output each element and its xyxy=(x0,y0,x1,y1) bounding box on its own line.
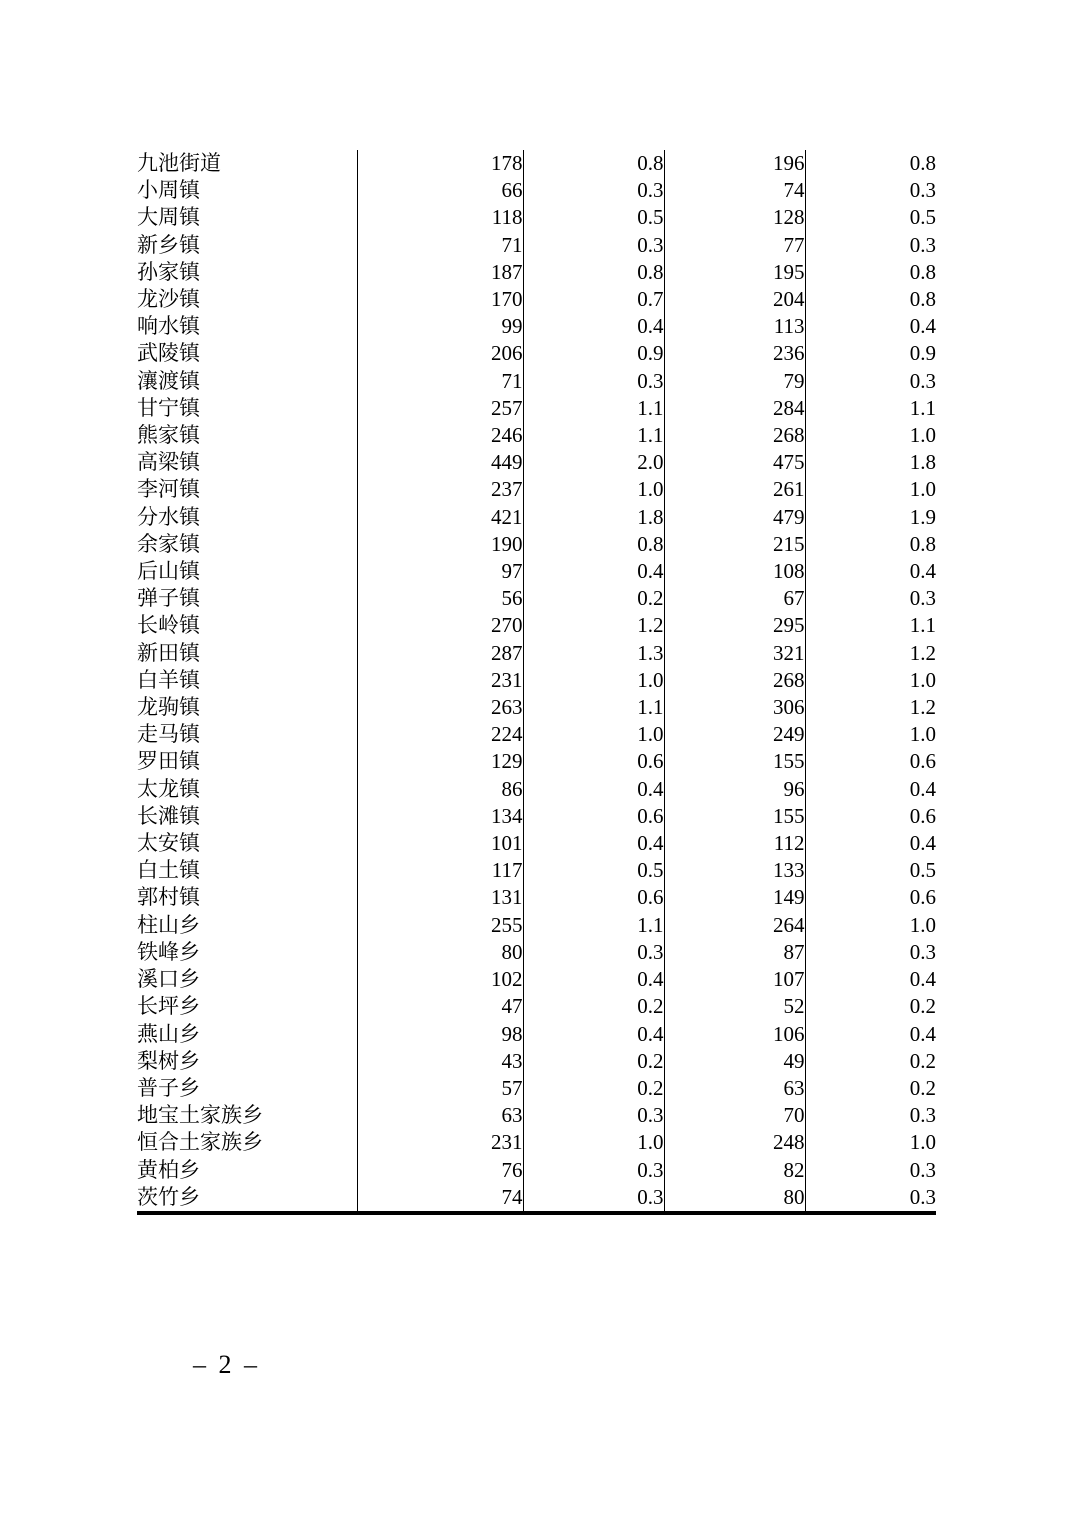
percent-value-1: 0.4 xyxy=(523,1021,664,1048)
percent-value-1: 0.2 xyxy=(523,585,664,612)
count-value-2: 106 xyxy=(664,1021,805,1048)
percent-value-1: 0.8 xyxy=(523,531,664,558)
table-row xyxy=(137,531,936,558)
count-value-1: 118 xyxy=(357,204,523,231)
percent-value-2: 0.5 xyxy=(909,858,936,883)
percent-value-2: 0.9 xyxy=(909,341,936,366)
region-name: 大周镇 xyxy=(137,204,357,231)
table-row xyxy=(137,150,936,177)
count-value-2: 155 xyxy=(664,803,805,830)
count-value-2: 261 xyxy=(664,476,805,503)
table-row xyxy=(137,803,936,830)
table-row xyxy=(137,476,936,503)
percent-value-2: 0.4 xyxy=(909,967,936,992)
count-value-2: 155 xyxy=(664,748,805,775)
percent-value-2: 0.8 xyxy=(909,259,936,284)
table-row xyxy=(137,1157,936,1184)
percent-value-2: 1.1 xyxy=(909,613,936,638)
count-value-1: 47 xyxy=(357,993,523,1020)
region-name: 新田镇 xyxy=(137,640,357,667)
count-value-2: 80 xyxy=(664,1184,805,1213)
count-value-2: 113 xyxy=(664,313,805,340)
table-row xyxy=(137,177,936,204)
count-value-1: 134 xyxy=(357,803,523,830)
region-name: 龙沙镇 xyxy=(137,286,357,313)
region-name: 柱山乡 xyxy=(137,912,357,939)
count-value-1: 246 xyxy=(357,422,523,449)
count-value-1: 99 xyxy=(357,313,523,340)
table-row xyxy=(137,286,936,313)
count-value-1: 190 xyxy=(357,531,523,558)
percent-value-1: 1.0 xyxy=(523,1129,664,1156)
percent-value-1: 0.2 xyxy=(523,1048,664,1075)
percent-value-1: 0.5 xyxy=(523,857,664,884)
count-value-2: 107 xyxy=(664,966,805,993)
percent-value-1: 0.8 xyxy=(523,259,664,286)
region-name: 长坪乡 xyxy=(137,993,357,1020)
count-value-2: 295 xyxy=(664,612,805,639)
count-value-1: 131 xyxy=(357,884,523,911)
region-name: 熊家镇 xyxy=(137,422,357,449)
count-value-1: 57 xyxy=(357,1075,523,1102)
table-row xyxy=(137,640,936,667)
percent-value-2: 0.6 xyxy=(909,749,936,774)
region-name: 九池街道 xyxy=(137,150,357,177)
region-name: 郭村镇 xyxy=(137,884,357,911)
count-value-1: 178 xyxy=(357,150,523,177)
table-row xyxy=(137,966,936,993)
percent-value-2: 0.3 xyxy=(909,1103,936,1128)
count-value-2: 196 xyxy=(664,150,805,177)
count-value-1: 255 xyxy=(357,912,523,939)
count-value-2: 108 xyxy=(664,558,805,585)
table-row xyxy=(137,857,936,884)
count-value-2: 52 xyxy=(664,993,805,1020)
count-value-2: 479 xyxy=(664,504,805,531)
count-value-2: 112 xyxy=(664,830,805,857)
percent-value-1: 0.6 xyxy=(523,884,664,911)
region-name: 茨竹乡 xyxy=(137,1184,357,1213)
percent-value-1: 1.2 xyxy=(523,612,664,639)
percent-value-1: 0.3 xyxy=(523,177,664,204)
percent-value-1: 0.6 xyxy=(523,748,664,775)
percent-value-1: 0.6 xyxy=(523,803,664,830)
count-value-2: 74 xyxy=(664,177,805,204)
percent-value-1: 0.3 xyxy=(523,1157,664,1184)
percent-value-1: 0.4 xyxy=(523,830,664,857)
table-row xyxy=(137,993,936,1020)
count-value-2: 268 xyxy=(664,422,805,449)
count-value-1: 237 xyxy=(357,476,523,503)
percent-value-1: 1.0 xyxy=(523,667,664,694)
region-name: 武陵镇 xyxy=(137,340,357,367)
table-row xyxy=(137,449,936,476)
percent-value-1: 1.1 xyxy=(523,395,664,422)
region-name: 走马镇 xyxy=(137,721,357,748)
count-value-1: 187 xyxy=(357,259,523,286)
statistics-table-body xyxy=(137,150,936,1213)
region-name: 普子乡 xyxy=(137,1075,357,1102)
percent-value-2: 1.2 xyxy=(909,695,936,720)
table-row xyxy=(137,204,936,231)
percent-value-2: 1.1 xyxy=(909,395,936,420)
count-value-1: 102 xyxy=(357,966,523,993)
table-row xyxy=(137,1075,936,1102)
count-value-2: 133 xyxy=(664,857,805,884)
count-value-2: 249 xyxy=(664,721,805,748)
percent-value-1: 0.3 xyxy=(523,368,664,395)
region-name: 长岭镇 xyxy=(137,612,357,639)
percent-value-2: 0.6 xyxy=(909,803,936,828)
percent-value-1: 0.4 xyxy=(523,313,664,340)
table-row xyxy=(137,340,936,367)
percent-value-1: 0.8 xyxy=(523,150,664,177)
table-row xyxy=(137,694,936,721)
percent-value-1: 0.3 xyxy=(523,232,664,259)
count-value-2: 49 xyxy=(664,1048,805,1075)
region-name: 新乡镇 xyxy=(137,232,357,259)
percent-value-1: 0.4 xyxy=(523,966,664,993)
percent-value-2: 0.4 xyxy=(909,1021,936,1046)
percent-value-1: 1.1 xyxy=(523,694,664,721)
count-value-1: 86 xyxy=(357,776,523,803)
table-row xyxy=(137,368,936,395)
region-name: 后山镇 xyxy=(137,558,357,585)
region-name: 恒合土家族乡 xyxy=(137,1129,357,1156)
count-value-1: 66 xyxy=(357,177,523,204)
table-row xyxy=(137,884,936,911)
percent-value-1: 0.5 xyxy=(523,204,664,231)
count-value-2: 70 xyxy=(664,1102,805,1129)
region-name: 孙家镇 xyxy=(137,259,357,286)
table-row xyxy=(137,313,936,340)
count-value-2: 149 xyxy=(664,884,805,911)
table-row xyxy=(137,1048,936,1075)
percent-value-2: 0.8 xyxy=(909,531,936,556)
count-value-1: 101 xyxy=(357,830,523,857)
count-value-1: 129 xyxy=(357,748,523,775)
table-row xyxy=(137,748,936,775)
count-value-1: 170 xyxy=(357,286,523,313)
count-value-1: 231 xyxy=(357,1129,523,1156)
percent-value-1: 0.4 xyxy=(523,558,664,585)
table-row xyxy=(137,259,936,286)
region-name: 太安镇 xyxy=(137,830,357,857)
region-name: 太龙镇 xyxy=(137,776,357,803)
region-name: 响水镇 xyxy=(137,313,357,340)
table-row xyxy=(137,1184,936,1213)
percent-value-2: 1.0 xyxy=(909,722,936,747)
count-value-1: 421 xyxy=(357,504,523,531)
region-name: 高梁镇 xyxy=(137,449,357,476)
percent-value-2: 0.3 xyxy=(909,178,936,203)
count-value-1: 63 xyxy=(357,1102,523,1129)
count-value-2: 236 xyxy=(664,340,805,367)
percent-value-2: 1.0 xyxy=(909,423,936,448)
count-value-1: 74 xyxy=(357,1184,523,1213)
count-value-2: 87 xyxy=(664,939,805,966)
percent-value-2: 0.2 xyxy=(909,1048,936,1073)
percent-value-1: 1.3 xyxy=(523,640,664,667)
count-value-1: 43 xyxy=(357,1048,523,1075)
percent-value-2: 1.0 xyxy=(909,477,936,502)
count-value-2: 204 xyxy=(664,286,805,313)
percent-value-2: 1.2 xyxy=(909,640,936,665)
percent-value-2: 1.0 xyxy=(909,667,936,692)
count-value-2: 67 xyxy=(664,585,805,612)
table-row xyxy=(137,232,936,259)
count-value-1: 80 xyxy=(357,939,523,966)
percent-value-2: 0.8 xyxy=(909,287,936,312)
page-number: – 2 – xyxy=(193,1350,260,1379)
count-value-2: 264 xyxy=(664,912,805,939)
percent-value-1: 0.3 xyxy=(523,939,664,966)
count-value-1: 263 xyxy=(357,694,523,721)
count-value-2: 268 xyxy=(664,667,805,694)
region-name: 弹子镇 xyxy=(137,585,357,612)
count-value-1: 71 xyxy=(357,368,523,395)
table-row xyxy=(137,585,936,612)
percent-value-1: 0.3 xyxy=(523,1102,664,1129)
count-value-1: 206 xyxy=(357,340,523,367)
percent-value-1: 0.7 xyxy=(523,286,664,313)
statistics-table xyxy=(137,150,936,1215)
count-value-2: 96 xyxy=(664,776,805,803)
table-row xyxy=(137,422,936,449)
percent-value-2: 0.2 xyxy=(909,994,936,1019)
count-value-1: 231 xyxy=(357,667,523,694)
percent-value-2: 0.3 xyxy=(909,1184,936,1209)
region-name: 地宝土家族乡 xyxy=(137,1102,357,1129)
percent-value-2: 0.4 xyxy=(909,831,936,856)
percent-value-1: 1.1 xyxy=(523,422,664,449)
region-name: 甘宁镇 xyxy=(137,395,357,422)
count-value-1: 56 xyxy=(357,585,523,612)
count-value-1: 117 xyxy=(357,857,523,884)
region-name: 梨树乡 xyxy=(137,1048,357,1075)
percent-value-1: 0.2 xyxy=(523,1075,664,1102)
region-name: 分水镇 xyxy=(137,504,357,531)
percent-value-2: 0.8 xyxy=(909,151,936,175)
percent-value-2: 0.3 xyxy=(909,368,936,393)
percent-value-1: 1.1 xyxy=(523,912,664,939)
count-value-2: 215 xyxy=(664,531,805,558)
table-row xyxy=(137,667,936,694)
percent-value-2: 0.6 xyxy=(909,885,936,910)
region-name: 小周镇 xyxy=(137,177,357,204)
percent-value-1: 0.4 xyxy=(523,776,664,803)
region-name: 铁峰乡 xyxy=(137,939,357,966)
count-value-1: 287 xyxy=(357,640,523,667)
count-value-2: 77 xyxy=(664,232,805,259)
count-value-1: 257 xyxy=(357,395,523,422)
table-row xyxy=(137,504,936,531)
region-name: 瀼渡镇 xyxy=(137,368,357,395)
percent-value-2: 1.9 xyxy=(909,504,936,529)
region-name: 溪口乡 xyxy=(137,966,357,993)
region-name: 龙驹镇 xyxy=(137,694,357,721)
count-value-2: 306 xyxy=(664,694,805,721)
table-row xyxy=(137,1021,936,1048)
region-name: 余家镇 xyxy=(137,531,357,558)
count-value-1: 98 xyxy=(357,1021,523,1048)
percent-value-2: 0.3 xyxy=(909,586,936,611)
percent-value-1: 1.0 xyxy=(523,476,664,503)
region-name: 罗田镇 xyxy=(137,748,357,775)
table-row xyxy=(137,776,936,803)
percent-value-2: 1.8 xyxy=(909,450,936,475)
count-value-2: 321 xyxy=(664,640,805,667)
count-value-2: 248 xyxy=(664,1129,805,1156)
region-name: 白羊镇 xyxy=(137,667,357,694)
table-row xyxy=(137,1102,936,1129)
percent-value-1: 0.2 xyxy=(523,993,664,1020)
percent-value-2: 0.5 xyxy=(909,205,936,230)
percent-value-1: 1.0 xyxy=(523,721,664,748)
percent-value-2: 1.0 xyxy=(909,912,936,937)
region-name: 白土镇 xyxy=(137,857,357,884)
count-value-1: 97 xyxy=(357,558,523,585)
percent-value-1: 0.3 xyxy=(523,1184,664,1213)
percent-value-2: 0.3 xyxy=(909,232,936,257)
count-value-1: 224 xyxy=(357,721,523,748)
percent-value-2: 0.4 xyxy=(909,559,936,584)
count-value-1: 449 xyxy=(357,449,523,476)
table-row xyxy=(137,830,936,857)
percent-value-2: 0.2 xyxy=(909,1075,936,1100)
count-value-2: 475 xyxy=(664,449,805,476)
percent-value-1: 2.0 xyxy=(523,449,664,476)
percent-value-2: 1.0 xyxy=(909,1130,936,1155)
region-name: 燕山乡 xyxy=(137,1021,357,1048)
table-row xyxy=(137,721,936,748)
table-row xyxy=(137,939,936,966)
table-row xyxy=(137,612,936,639)
percent-value-1: 0.9 xyxy=(523,340,664,367)
percent-value-2: 0.3 xyxy=(909,939,936,964)
table-row xyxy=(137,1129,936,1156)
region-name: 黄柏乡 xyxy=(137,1157,357,1184)
count-value-2: 195 xyxy=(664,259,805,286)
count-value-2: 128 xyxy=(664,204,805,231)
region-name: 长滩镇 xyxy=(137,803,357,830)
count-value-2: 284 xyxy=(664,395,805,422)
percent-value-2: 0.4 xyxy=(909,314,936,339)
count-value-2: 82 xyxy=(664,1157,805,1184)
region-name: 李河镇 xyxy=(137,476,357,503)
percent-value-2: 0.3 xyxy=(909,1157,936,1182)
count-value-2: 63 xyxy=(664,1075,805,1102)
count-value-2: 79 xyxy=(664,368,805,395)
percent-value-2: 0.4 xyxy=(909,776,936,801)
percent-value-1: 1.8 xyxy=(523,504,664,531)
count-value-1: 71 xyxy=(357,232,523,259)
count-value-1: 270 xyxy=(357,612,523,639)
count-value-1: 76 xyxy=(357,1157,523,1184)
table-row xyxy=(137,558,936,585)
table-row xyxy=(137,912,936,939)
table-row xyxy=(137,395,936,422)
